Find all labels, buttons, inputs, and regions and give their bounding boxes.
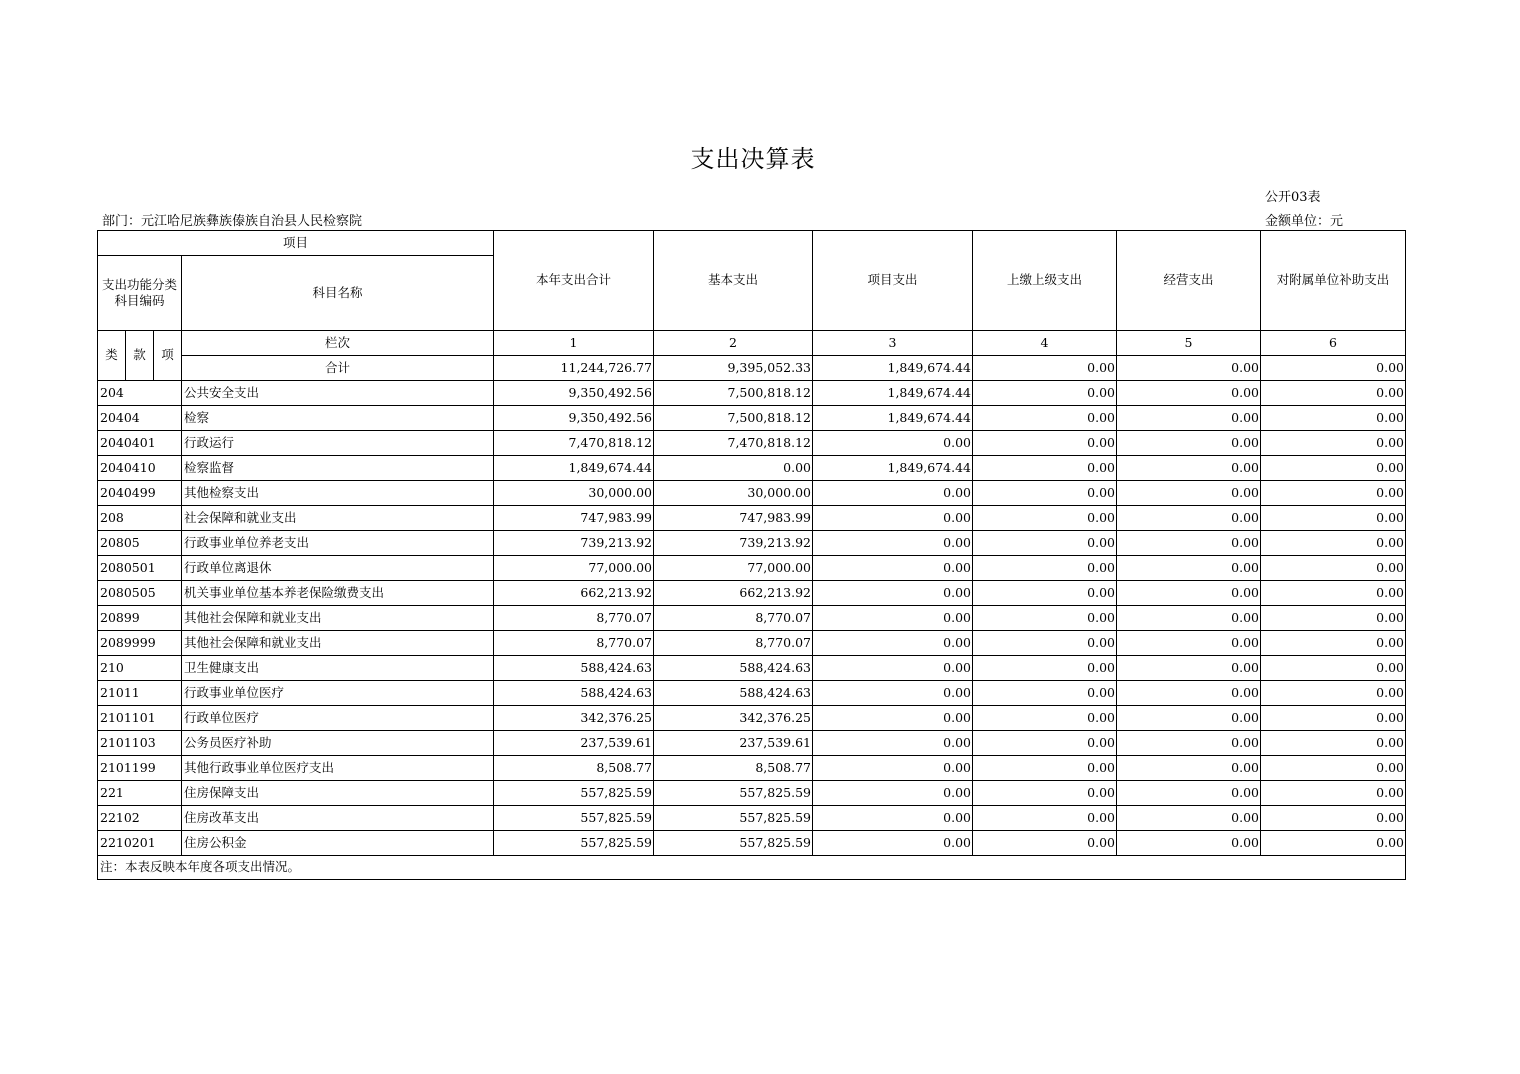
row-name: 行政事业单位医疗 — [182, 681, 494, 706]
row-value-4: 0.00 — [973, 556, 1117, 581]
row-value-4: 0.00 — [973, 581, 1117, 606]
row-value-6: 0.00 — [1261, 706, 1406, 731]
table-row — [98, 431, 1406, 456]
row-code: 2040499 — [98, 481, 182, 506]
table-row — [98, 706, 1406, 731]
form-number: 公开03表 — [1265, 190, 1321, 205]
row-value-4: 0.00 — [973, 806, 1117, 831]
col-number-2: 2 — [654, 331, 813, 356]
row-name: 行政运行 — [182, 431, 494, 456]
row-value-4: 0.00 — [973, 456, 1117, 481]
row-code: 2080505 — [98, 581, 182, 606]
row-value-2: 342,376.25 — [654, 706, 813, 731]
row-value-3: 0.00 — [813, 556, 973, 581]
row-name: 住房保障支出 — [182, 781, 494, 806]
row-value-4: 0.00 — [973, 481, 1117, 506]
header-col-4: 上缴上级支出 — [973, 231, 1117, 331]
row-value-6: 0.00 — [1261, 656, 1406, 681]
table-row — [98, 631, 1406, 656]
row-value-6: 0.00 — [1261, 481, 1406, 506]
row-value-1: 8,770.07 — [494, 606, 654, 631]
row-value-2: 588,424.63 — [654, 681, 813, 706]
row-code: 21011 — [98, 681, 182, 706]
header-col-1: 本年支出合计 — [494, 231, 654, 331]
row-code: 208 — [98, 506, 182, 531]
row-name: 其他检察支出 — [182, 481, 494, 506]
row-value-3: 0.00 — [813, 756, 973, 781]
total-value-5: 0.00 — [1117, 356, 1261, 381]
row-value-2: 8,770.07 — [654, 631, 813, 656]
row-name: 住房公积金 — [182, 831, 494, 856]
row-value-2: 237,539.61 — [654, 731, 813, 756]
row-value-6: 0.00 — [1261, 556, 1406, 581]
table-row — [98, 456, 1406, 481]
row-value-6: 0.00 — [1261, 806, 1406, 831]
header-name-label: 科目名称 — [182, 256, 494, 331]
row-value-4: 0.00 — [973, 831, 1117, 856]
row-value-2: 7,470,818.12 — [654, 431, 813, 456]
row-value-3: 0.00 — [813, 606, 973, 631]
row-code: 2089999 — [98, 631, 182, 656]
table-row — [98, 531, 1406, 556]
header-code-label: 支出功能分类科目编码 — [98, 256, 182, 331]
department-label: 部门：元江哈尼族彝族傣族自治县人民检察院 — [102, 214, 363, 229]
row-code: 20805 — [98, 531, 182, 556]
row-value-4: 0.00 — [973, 381, 1117, 406]
row-value-1: 9,350,492.56 — [494, 381, 654, 406]
col-number-1: 1 — [494, 331, 654, 356]
row-value-2: 739,213.92 — [654, 531, 813, 556]
row-value-1: 1,849,674.44 — [494, 456, 654, 481]
total-value-2: 9,395,052.33 — [654, 356, 813, 381]
row-value-1: 7,470,818.12 — [494, 431, 654, 456]
row-value-2: 557,825.59 — [654, 831, 813, 856]
row-value-2: 8,770.07 — [654, 606, 813, 631]
row-value-1: 8,508.77 — [494, 756, 654, 781]
row-code: 221 — [98, 781, 182, 806]
row-value-2: 747,983.99 — [654, 506, 813, 531]
col-number-6: 6 — [1261, 331, 1406, 356]
row-value-5: 0.00 — [1117, 731, 1261, 756]
row-name: 行政事业单位养老支出 — [182, 531, 494, 556]
table-row — [98, 731, 1406, 756]
row-value-4: 0.00 — [973, 531, 1117, 556]
row-value-5: 0.00 — [1117, 556, 1261, 581]
row-value-2: 7,500,818.12 — [654, 406, 813, 431]
col-number-3: 3 — [813, 331, 973, 356]
row-name: 其他社会保障和就业支出 — [182, 631, 494, 656]
table-row — [98, 656, 1406, 681]
table-row — [98, 831, 1406, 856]
header-col-5: 经营支出 — [1117, 231, 1261, 331]
row-value-4: 0.00 — [973, 431, 1117, 456]
row-value-4: 0.00 — [973, 606, 1117, 631]
header-xiang: 项 — [154, 331, 182, 381]
row-value-3: 0.00 — [813, 431, 973, 456]
row-value-5: 0.00 — [1117, 531, 1261, 556]
row-value-4: 0.00 — [973, 631, 1117, 656]
row-name: 机关事业单位基本养老保险缴费支出 — [182, 581, 494, 606]
row-value-6: 0.00 — [1261, 581, 1406, 606]
table-row — [98, 406, 1406, 431]
row-value-5: 0.00 — [1117, 381, 1261, 406]
row-value-5: 0.00 — [1117, 506, 1261, 531]
row-value-4: 0.00 — [973, 756, 1117, 781]
row-value-1: 739,213.92 — [494, 531, 654, 556]
table-row — [98, 581, 1406, 606]
row-value-3: 1,849,674.44 — [813, 381, 973, 406]
row-value-1: 662,213.92 — [494, 581, 654, 606]
row-value-5: 0.00 — [1117, 406, 1261, 431]
header-col-6: 对附属单位补助支出 — [1261, 231, 1406, 331]
row-value-2: 588,424.63 — [654, 656, 813, 681]
row-value-5: 0.00 — [1117, 631, 1261, 656]
table-body — [98, 381, 1406, 856]
row-value-1: 237,539.61 — [494, 731, 654, 756]
table-row — [98, 781, 1406, 806]
col-number-4: 4 — [973, 331, 1117, 356]
header-item: 项目 — [98, 231, 494, 256]
row-name: 检察 — [182, 406, 494, 431]
row-value-3: 0.00 — [813, 531, 973, 556]
expenditure-table — [97, 230, 1406, 880]
row-value-6: 0.00 — [1261, 606, 1406, 631]
row-value-2: 30,000.00 — [654, 481, 813, 506]
page-title: 支出决算表 — [690, 145, 816, 173]
table-row — [98, 506, 1406, 531]
row-value-3: 0.00 — [813, 506, 973, 531]
total-label: 合计 — [182, 356, 494, 381]
row-value-1: 557,825.59 — [494, 781, 654, 806]
row-name: 卫生健康支出 — [182, 656, 494, 681]
row-value-3: 0.00 — [813, 706, 973, 731]
row-value-6: 0.00 — [1261, 731, 1406, 756]
total-value-1: 11,244,726.77 — [494, 356, 654, 381]
table-row — [98, 681, 1406, 706]
row-name: 社会保障和就业支出 — [182, 506, 494, 531]
row-value-2: 0.00 — [654, 456, 813, 481]
row-value-2: 557,825.59 — [654, 781, 813, 806]
header-col-3: 项目支出 — [813, 231, 973, 331]
row-value-6: 0.00 — [1261, 781, 1406, 806]
row-value-3: 1,849,674.44 — [813, 456, 973, 481]
row-value-6: 0.00 — [1261, 381, 1406, 406]
header-kuan: 款 — [126, 331, 154, 381]
row-value-6: 0.00 — [1261, 756, 1406, 781]
row-value-3: 0.00 — [813, 631, 973, 656]
row-code: 2101101 — [98, 706, 182, 731]
row-name: 其他社会保障和就业支出 — [182, 606, 494, 631]
row-value-5: 0.00 — [1117, 606, 1261, 631]
row-value-6: 0.00 — [1261, 506, 1406, 531]
col-number-5: 5 — [1117, 331, 1261, 356]
row-value-5: 0.00 — [1117, 431, 1261, 456]
row-name: 其他行政事业单位医疗支出 — [182, 756, 494, 781]
header-lei: 类 — [98, 331, 126, 381]
row-code: 2040401 — [98, 431, 182, 456]
table-row — [98, 381, 1406, 406]
row-value-3: 0.00 — [813, 581, 973, 606]
row-value-3: 0.00 — [813, 806, 973, 831]
row-code: 204 — [98, 381, 182, 406]
row-code: 2080501 — [98, 556, 182, 581]
table-row — [98, 481, 1406, 506]
row-value-5: 0.00 — [1117, 656, 1261, 681]
row-value-6: 0.00 — [1261, 531, 1406, 556]
row-code: 20404 — [98, 406, 182, 431]
row-value-2: 557,825.59 — [654, 806, 813, 831]
row-code: 2040410 — [98, 456, 182, 481]
row-value-6: 0.00 — [1261, 431, 1406, 456]
row-value-5: 0.00 — [1117, 831, 1261, 856]
row-value-3: 0.00 — [813, 681, 973, 706]
row-value-1: 9,350,492.56 — [494, 406, 654, 431]
row-value-6: 0.00 — [1261, 456, 1406, 481]
row-value-1: 77,000.00 — [494, 556, 654, 581]
row-value-1: 588,424.63 — [494, 681, 654, 706]
total-value-6: 0.00 — [1261, 356, 1406, 381]
row-value-5: 0.00 — [1117, 681, 1261, 706]
amount-unit-label: 金额单位：元 — [1265, 214, 1344, 229]
row-name: 公务员医疗补助 — [182, 731, 494, 756]
row-value-4: 0.00 — [973, 731, 1117, 756]
table-note: 注：本表反映本年度各项支出情况。 — [98, 856, 1406, 880]
row-value-2: 8,508.77 — [654, 756, 813, 781]
row-value-3: 0.00 — [813, 831, 973, 856]
row-value-3: 1,849,674.44 — [813, 406, 973, 431]
row-value-1: 588,424.63 — [494, 656, 654, 681]
row-name: 公共安全支出 — [182, 381, 494, 406]
row-value-6: 0.00 — [1261, 681, 1406, 706]
row-code: 22102 — [98, 806, 182, 831]
row-value-5: 0.00 — [1117, 581, 1261, 606]
row-value-4: 0.00 — [973, 506, 1117, 531]
row-value-3: 0.00 — [813, 781, 973, 806]
row-name: 住房改革支出 — [182, 806, 494, 831]
row-value-5: 0.00 — [1117, 781, 1261, 806]
row-value-2: 7,500,818.12 — [654, 381, 813, 406]
header-col-2: 基本支出 — [654, 231, 813, 331]
row-value-6: 0.00 — [1261, 406, 1406, 431]
row-value-4: 0.00 — [973, 706, 1117, 731]
row-value-1: 8,770.07 — [494, 631, 654, 656]
row-code: 210 — [98, 656, 182, 681]
row-name: 行政单位医疗 — [182, 706, 494, 731]
row-value-5: 0.00 — [1117, 706, 1261, 731]
row-value-1: 557,825.59 — [494, 806, 654, 831]
row-value-4: 0.00 — [973, 781, 1117, 806]
row-value-1: 557,825.59 — [494, 831, 654, 856]
table-row — [98, 556, 1406, 581]
row-value-5: 0.00 — [1117, 756, 1261, 781]
row-value-6: 0.00 — [1261, 831, 1406, 856]
table-row — [98, 806, 1406, 831]
row-name: 行政单位离退休 — [182, 556, 494, 581]
row-value-5: 0.00 — [1117, 456, 1261, 481]
row-code: 2101199 — [98, 756, 182, 781]
row-value-1: 342,376.25 — [494, 706, 654, 731]
total-value-3: 1,849,674.44 — [813, 356, 973, 381]
row-value-1: 30,000.00 — [494, 481, 654, 506]
header-lanci: 栏次 — [182, 331, 494, 356]
row-value-4: 0.00 — [973, 656, 1117, 681]
row-name: 检察监督 — [182, 456, 494, 481]
row-value-4: 0.00 — [973, 681, 1117, 706]
row-value-3: 0.00 — [813, 656, 973, 681]
row-value-3: 0.00 — [813, 731, 973, 756]
table-row — [98, 756, 1406, 781]
row-value-2: 77,000.00 — [654, 556, 813, 581]
total-value-4: 0.00 — [973, 356, 1117, 381]
row-value-5: 0.00 — [1117, 481, 1261, 506]
row-value-5: 0.00 — [1117, 806, 1261, 831]
row-code: 20899 — [98, 606, 182, 631]
row-value-4: 0.00 — [973, 406, 1117, 431]
row-code: 2101103 — [98, 731, 182, 756]
row-code: 2210201 — [98, 831, 182, 856]
row-value-3: 0.00 — [813, 481, 973, 506]
row-value-2: 662,213.92 — [654, 581, 813, 606]
row-value-6: 0.00 — [1261, 631, 1406, 656]
row-value-1: 747,983.99 — [494, 506, 654, 531]
table-row — [98, 606, 1406, 631]
